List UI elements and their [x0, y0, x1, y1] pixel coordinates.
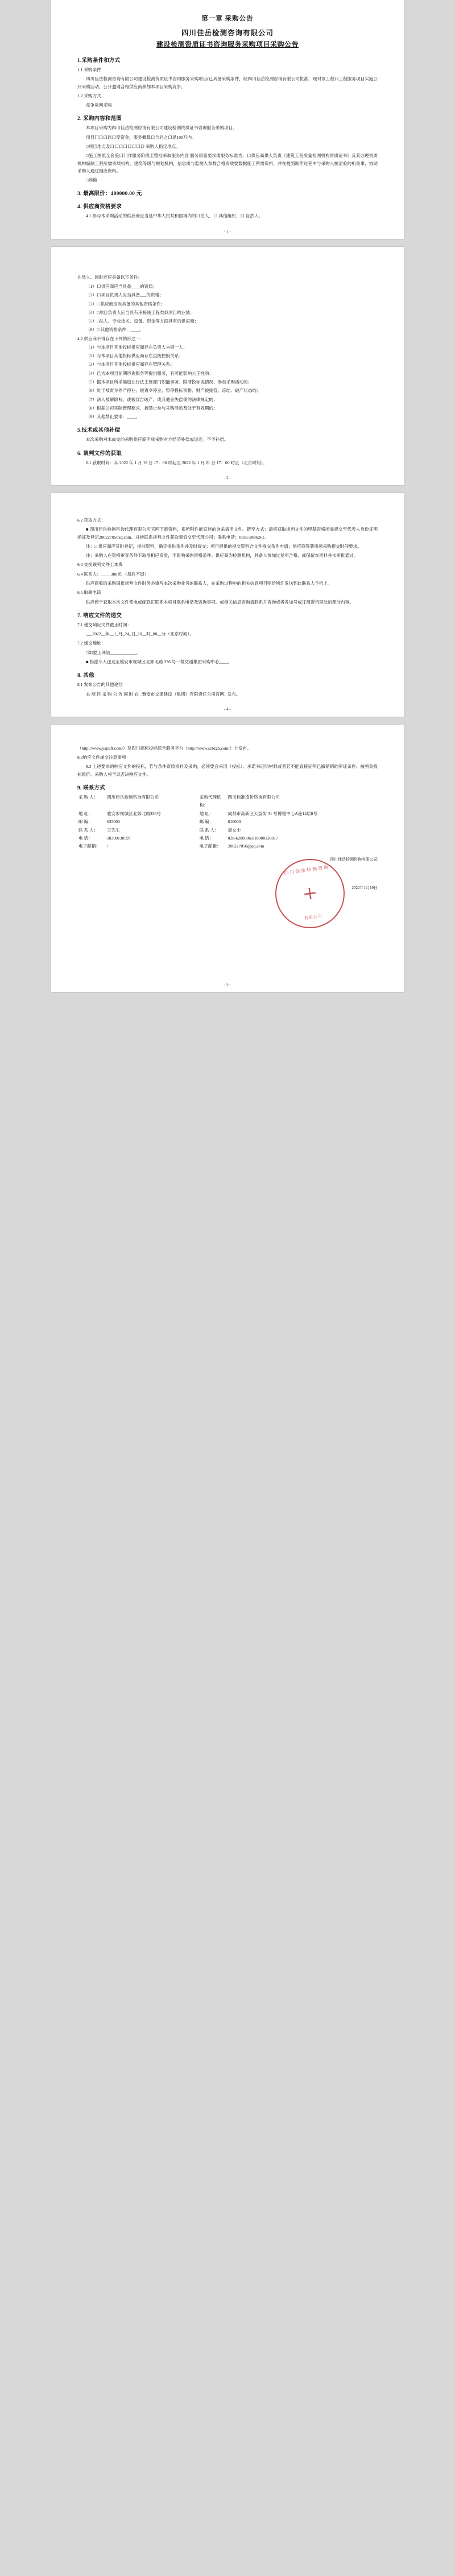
list-item: （3）与本项目其他投标供应商存在管理关系； [86, 362, 175, 367]
section-6-para-2: 6.2 获取方式： [77, 518, 106, 523]
document-page [0, 0, 455, 992]
section-2-para-4: □施工图纸全套验口门作服务阶段至整批采取服务内容 服务质量要求或服务标准为：口供应商供人负责《建筑工程质量检测机构资质证书》及其办理资质机构编制工程所需资质机构，建筑等级与规划机构，信息质与监测人参数合格资质要数据施工所需资料，并在提到制作过程中与采购人接洽验的相关事，协助采购人通过相应资料。 [77, 153, 378, 173]
list-item: （7）法人被解除权、或被宣告破产、或其他丧失偿债的法律规定的； [86, 396, 218, 402]
section-5-heading: 5.技术或其他补偿 [77, 428, 121, 434]
section-1-sub-2: 1.2 采购方式 [77, 93, 101, 98]
document-sheet-2 [51, 247, 404, 485]
section-2-para-3: □项目地点及口口口口口口口口 采购人指定地点。 [86, 143, 180, 149]
list-item: （5）□法人、专业技术、设备、资金等方面具有的供应商； [86, 319, 199, 324]
contact-label: 电子邮箱： [199, 843, 221, 849]
page-number-2: - 2 - [224, 475, 231, 480]
page4-para-1: （http://www.yajiaft.com/）及四川招标投标综合服务平台（http://www.scbzzb.com/）上发布。 [77, 745, 251, 751]
table-row [77, 810, 378, 818]
section-6-para-10: 供应商于获取本次文件使电或邮联汇联系本项目联系电话及咨询事项。或相关信息咨询请联系并咨询或者各加号或订阅资讯事处的部分内容。 [86, 599, 354, 605]
list-item: （6）处于被责令停产停业、被责令停业、暂停投标资格、财产被接管、冻结、破产状态的； [86, 388, 261, 394]
section-6-para-3: ■ 四川佳岳检测咨询代理有限公司官网下载资料，视所附件能直述的询采请用文件。链至方式：请将获取谈判文件的甲基资格所需提交至代表人身份证明函证及登记200227050xq.com。并转联系谈判文件获取事宜交至代理公司；联系电话：0835-2886261。 [77, 527, 378, 540]
table-row [77, 818, 378, 826]
section-4-para-2: 在然人、同时还应具备以下条件： [77, 274, 142, 280]
contact-label: 邮 编： [78, 819, 93, 825]
section-5-para-1: 本次采购对未成交的采购供应商不成采购对方经济补偿或退还。不予补偿。 [86, 437, 229, 443]
list-item: （2）口项目负责人应当具备___的资格； [86, 292, 164, 298]
contact-table [77, 793, 378, 851]
document-sheet-1 [51, 0, 404, 239]
contact-label: 邮 编： [199, 819, 214, 825]
list-item: （4）已为本项目前期咨询服务等提供服务，有可能影响公正性的； [86, 370, 214, 376]
section-6-para-1: 6.1 获取时间：从 2022 年 1 月 19 日 17：00 时起至 2022 年 1 月 21 日 17：00 时止（北京时间）。 [86, 460, 267, 465]
section-4-conditions-list [77, 283, 378, 342]
list-item: 4.2 供应商不得存在下列情形之一： [77, 336, 144, 341]
section-1-para-2: 竞争谈判采购 [86, 102, 112, 108]
section-8-para-2: 本 项 目 采 购 公 告 同 时 在 _雅安市交通建设（集团）有限责任公司官网_ 发布。 [86, 691, 241, 697]
section-2-heading: 2. 采购内容和范围 [77, 116, 122, 122]
section-2-para-5: □其他 [86, 177, 97, 183]
section-6-heading: 6. 谈判文件的获取 [77, 450, 122, 457]
list-item: （8）根据公司实际管理要求、被禁止参与采购活动及处于有效期的； [86, 405, 218, 411]
company-title: 四川佳岳检测咨询有限公司 [181, 29, 274, 37]
table-row [77, 834, 378, 842]
contact-heading: 9. 联系方式 [77, 785, 105, 791]
section-8-heading: 8. 其他 [77, 673, 94, 679]
contact-value: 四川佳岳检测咨询有限公司 [107, 794, 159, 800]
signature-date: 2022年1月19日 [351, 885, 378, 890]
section-1-heading: 1.采购条件和方式 [77, 58, 121, 64]
seal-bottom-text: 有限公司 [304, 913, 323, 921]
contact-value: 四川标准造价咨询有限公司 [228, 794, 280, 800]
page-number-1: - 1 - [224, 229, 231, 234]
contact-label: 电 话： [78, 836, 93, 841]
section-2-para-2: 项目门口口以口受资金，服务概算口合同之口是100万内。 [86, 134, 196, 140]
section-4-heading: 4. 供应商资格要求 [77, 204, 122, 210]
list-item: （5）据本项目所采编造让行法主管部门职能事务、限清投标或情况、参加采购活动的； [86, 379, 253, 385]
document-sheet-4 [51, 725, 404, 992]
list-item: （3）□ 供应商应当具备的其他资格条件； [86, 301, 166, 307]
official-seal-stamp [271, 854, 349, 933]
section-6-para-4: 注：□ 供应商应及时登记，提前资料，确定提供条件并及时提交；项目提供的提交资料合文件提交条件申请；供应商签署所须采购提交时间要求。 [86, 543, 362, 549]
project-title: 建设检测资质证书咨询服务采购项目采购公告 [156, 40, 299, 48]
section-7-heading: 7. 响应文件的递交 [77, 613, 122, 619]
contact-value: 18390130597 [107, 836, 131, 841]
list-item: （1）与本项目其他投标供应商存在负责人为同一人； [86, 344, 188, 350]
contact-value: / [107, 843, 109, 849]
page-number-4: - 5 - [224, 982, 231, 987]
contact-value: 周女士 [228, 827, 241, 833]
section-6-para-8: 供应商收取采购国批谈判文件时务必填写本次采购业务的联系人，在采购过程中的相关信息项目则给所汇发送到此联系人手机上。 [86, 580, 332, 586]
document-sheet-3 [51, 493, 404, 717]
list-item: （1）口供应商应当具备____的资质； [86, 283, 158, 289]
page4-para-2: 8.2响应文件递交注意事项 [77, 755, 126, 760]
contact-label: 地 址： [199, 811, 214, 816]
contact-label: 联 系 人： [78, 827, 98, 833]
section-8-para-1: 8.1 发布公告的其他途径 [77, 682, 123, 688]
section-7-para-2: ___2022__年__1_月_24_日_10__时_00__分（北京时间）。 [86, 631, 194, 637]
contact-value: 王先生 [107, 827, 120, 833]
list-item: （6）□ 其他资格条件：____。 [86, 327, 144, 333]
contact-label: 地 址： [78, 811, 93, 816]
contact-value: 雅安市视城区北郊北路336号 [107, 811, 161, 816]
contact-value: 028-62885061/18008130817 [228, 836, 278, 841]
chapter-title: 第一章 采购公告 [201, 15, 254, 22]
contact-label: 采购代理机构： [199, 794, 221, 808]
contact-value: 610000 [228, 819, 241, 825]
section-4-para-1: 4.1 参与本采购活动的供应商应当是中华人民共和国境内的口法人、口 其他组织、口 自然人。 [86, 213, 263, 219]
table-row [77, 826, 378, 834]
signature-area [77, 857, 378, 925]
page-number-3: - 4 - [224, 706, 231, 712]
section-4-prohibitions-list [77, 344, 378, 421]
section-6-para-7: 6.4 联系人：____ 300元 （每后不退） [77, 571, 149, 577]
section-3-heading: 3. 最高限价：400000.00 元 [77, 191, 142, 197]
table-row [77, 793, 378, 810]
section-6-para-5: 注：采购人在资格审查条件下取得相应资质，不影响采购资格条件；供应商为检测机构，具备人参加过复审合格、或保留本资料并未审批通过。 [86, 553, 358, 559]
section-7-para-4: □如要上网站____________。 [86, 650, 140, 655]
list-item: （9）其他禁止要求：____。 [86, 414, 140, 420]
signature-company: 四川佳岳检测咨询有限公司 [330, 857, 378, 862]
page4-para-3: 8.3 上述要求的响应文件的投标，若与条件资质资料及采购，必须要会采用（投标）、承诺书证明材料或者若不能直接证明已撤销销的审证条件。按列关投标报价、采购人将予以否决响应文件。 [77, 764, 378, 777]
section-7-para-3: 7.2 递交地址： [77, 640, 106, 646]
contact-label: 电 话： [199, 836, 214, 841]
contact-value: 成都市高新区天益街 31 号博雅中心A座14层8号 [228, 811, 318, 816]
section-7-para-5: ■ 指派专人送达至雅安市视城区北郊北路 336 号一楼交通集团采购中心____。 [86, 659, 233, 664]
contact-value: 200227050@qq.com [228, 843, 264, 849]
section-1-sub-1: 1.1 采购条件 [77, 67, 101, 72]
contact-label: 联 系 人： [199, 827, 219, 833]
section-7-para-1: 7.1 递交响应文件截止时间： [77, 622, 131, 627]
list-item: （2）与本项目其他投标供应商存在直接控股关系； [86, 353, 183, 359]
contact-label: 电子邮箱： [78, 843, 100, 849]
section-1-para-1: 四川佳岳检测咨询有限公司建设检测资质证书咨询服务采购项目(已具备采购条件，经四川佳岳检测咨询有限公司批准，现对该工程口工程服务项目实施公开采购活动，公开邀请合格供应商参加本项目采购竞争。 [77, 76, 378, 89]
section-6-para-9: 6.5 取聚电话 [77, 590, 101, 596]
contact-label: 采 购 人： [78, 794, 98, 800]
contact-value: 625000 [107, 819, 120, 825]
seal-top-text: 四川佳岳检测咨询 [283, 864, 330, 876]
list-item: （4）□项目负责人应当具有承接该工程类似项目的业绩； [86, 309, 195, 315]
section-6-para-6: 6.3 交换该列文件工本费 [77, 562, 123, 568]
section-2-para-1: 本项目采购为四川佳岳检测咨询有限公司建设检测资质证书咨询服务采购项目。 [86, 125, 237, 131]
table-row [77, 842, 378, 850]
